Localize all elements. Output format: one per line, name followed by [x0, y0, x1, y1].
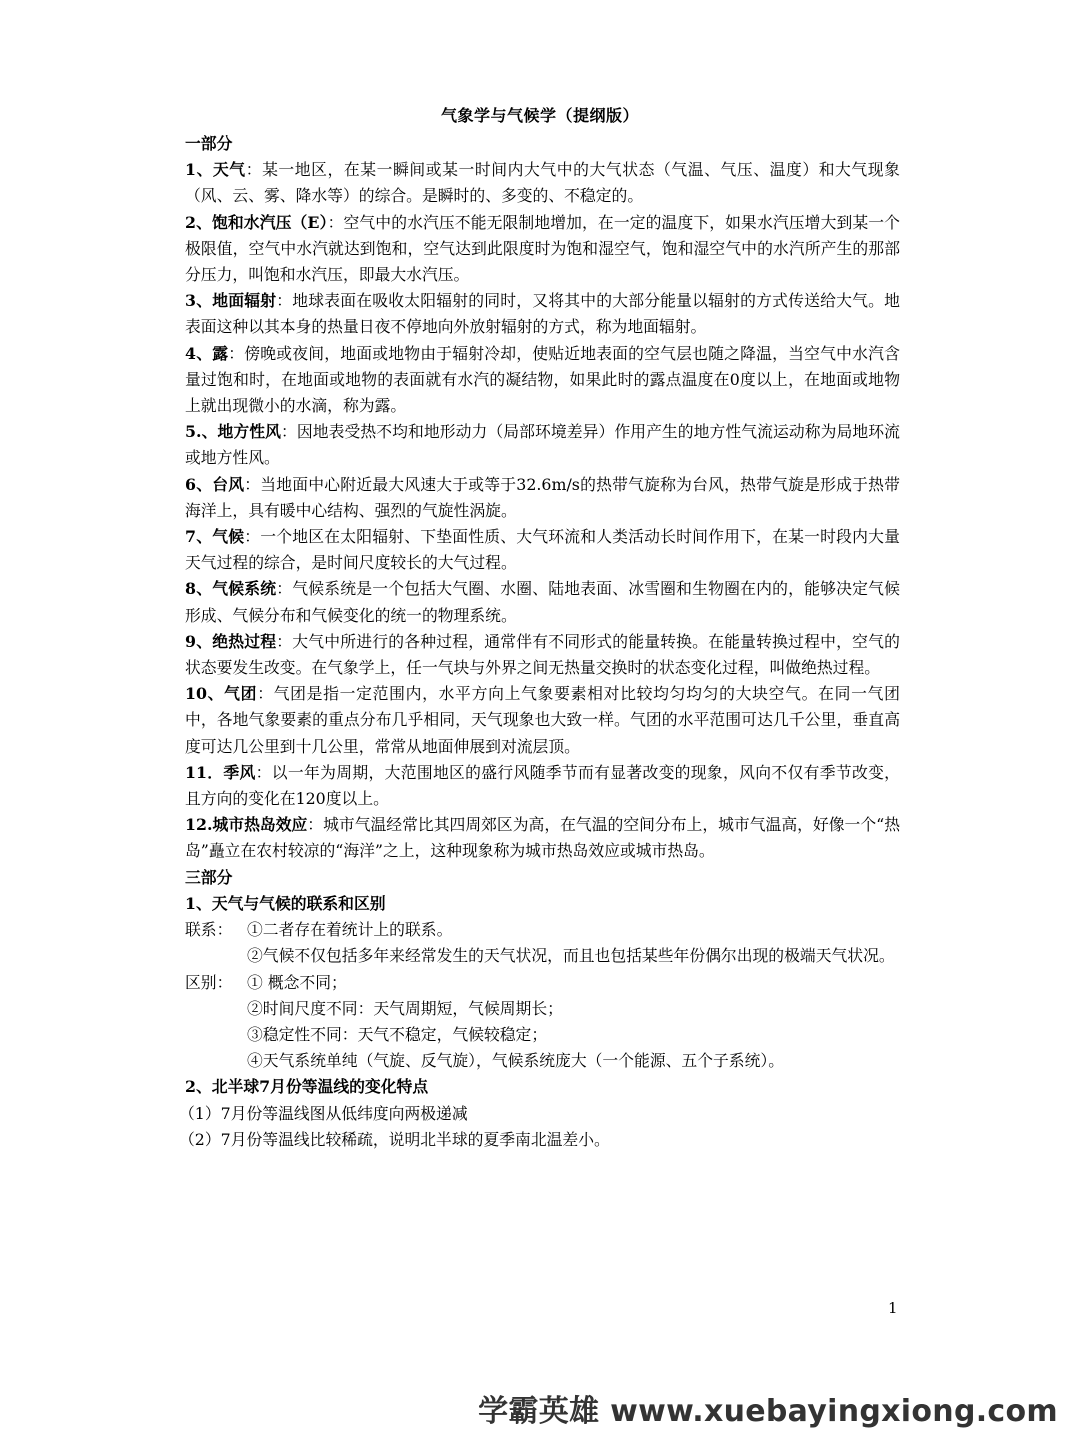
definition-text: 因地表受热不均和地形动力（局部环境差异）作用产生的地方性气流运动称为局地环流或地方性风。 — [185, 422, 900, 468]
definition-item — [185, 341, 900, 420]
question-heading-1: 1、天气与气候的联系和区别 — [185, 893, 386, 913]
definition-separator: ： — [276, 579, 293, 599]
question-heading-2: 2、北半球7月份等温线的变化特点 — [185, 1077, 429, 1097]
definition-separator: ： — [276, 291, 293, 311]
definition-separator: ： — [244, 474, 261, 494]
definition-text: 空气中的水汽压不能无限制地增加，在一定的温度下，如果水汽压增大到某一个极限值，空气中水汽就达到饱和，空气达到此限度时为饱和湿空气，饱和湿空气中的水汽所产生的那部分压力，叫饱和水汽压，即最大水汽压。 — [185, 212, 900, 285]
link-label: 联系： — [185, 920, 233, 940]
definition-text: 气团是指一定范围内，水平方向上气象要素相对比较均匀均匀的大块空气。在同一气团中，各地气象要素的重点分布几乎相同，天气现象也大致一样。气团的水平范围可达几千公里，垂直高度可达几公里到十几公里，常常从地面伸展到对流层顶。 — [185, 684, 900, 756]
definition-text: 当地面中心附近最大风速大于或等于32.6m/s的热带气旋称为台风，热带气旋是形成于热带海洋上，具有暖中心结构、强烈的气旋性涡旋。 — [185, 474, 900, 520]
definition-item — [185, 472, 900, 524]
diff-item: ②时间尺度不同：天气周期短，气候周期长； — [247, 998, 563, 1018]
definition-term: 7、气候 — [185, 527, 245, 547]
definition-text: 傍晚或夜间，地面或地物由于辐射冷却，使贴近地表面的空气层也随之降温，当空气中水汽含量过饱和时，在地面或地物的表面就有水汽的凝结物，如果此时的露点温度在0度以上，在地面或地物上就出现微小的水滴，称为露。 — [185, 343, 900, 416]
definition-term: 8、气候系统 — [185, 579, 277, 599]
definition-separator: ： — [245, 160, 263, 180]
definition-separator: ： — [307, 815, 324, 835]
definition-term: 12.城市热岛效应 — [185, 815, 308, 835]
definition-text: 地球表面在吸收太阳辐射的同时，又将其中的大部分能量以辐射的方式传送给大气。地表面这种以其本身的热量日夜不停地向外放射辐射的方式，称为地面辐射。 — [185, 291, 900, 337]
definition-list — [185, 157, 900, 864]
definition-text: 大气中所进行的各种过程，通常伴有不同形式的能量转换。在能量转换过程中，空气的状态要发生改变。在气象学上，任一气块与外界之间无热量交换时的状态变化过程，叫做绝热过程。 — [185, 631, 900, 678]
definition-term: 2、饱和水汽压（E） — [185, 212, 328, 232]
definition-term: 10、气团 — [185, 684, 258, 704]
definition-item — [185, 629, 900, 681]
document-body — [179, 131, 901, 1153]
definition-item — [185, 681, 900, 760]
definition-text: 某一地区，在某一瞬间或某一时间内大气中的大气状态（气温、气压、温度）和大气现象（风、云、雾、降水等）的综合。是瞬时的、多变的、不稳定的。 — [185, 160, 900, 206]
definition-item — [185, 576, 900, 628]
definition-term: 11．季风 — [185, 762, 256, 782]
definition-item — [185, 812, 900, 864]
link-item: ①二者存在着统计上的联系。 — [247, 920, 453, 940]
definition-term: 1、天气 — [185, 160, 246, 180]
definition-text: 气候系统是一个包括大气圈、水圈、陆地表面、冰雪圈和生物圈在内的，能够决定气候形成、气候分布和气候变化的统一的物理系统。 — [185, 579, 900, 625]
definition-term: 5.、地方性风 — [185, 422, 281, 442]
list-item: （2）7月份等温线比较稀疏，说明北半球的夏季南北温差小。 — [179, 1129, 610, 1149]
definition-term: 3、地面辐射 — [185, 291, 277, 311]
definition-item — [185, 760, 900, 812]
definition-term: 4、露 — [185, 343, 229, 363]
definition-separator: ： — [257, 684, 274, 704]
document-title: 气象学与气候学（提纲版） — [440, 106, 639, 125]
definition-item — [185, 157, 900, 209]
definition-separator: ： — [228, 343, 245, 363]
diff-item: ③稳定性不同：天气不稳定，气候较稳定； — [247, 1024, 548, 1044]
definition-term: 6、台风 — [185, 474, 245, 494]
section-heading-3: 三部分 — [185, 867, 233, 887]
link-item: ②气候不仅包括多年来经常发生的天气状况，而且也包括某些年份偶尔出现的极端天气状况。 — [247, 946, 895, 966]
definition-separator: ： — [244, 527, 261, 547]
list-item: （1）7月份等温线图从低纬度向两极递减 — [179, 1103, 468, 1123]
definition-text: 一个地区在太阳辐射、下垫面性质、大气环流和人类活动长时间作用下，在某一时段内大量天气过程的综合，是时间尺度较长的大气过程。 — [185, 527, 900, 573]
section-heading-1: 一部分 — [185, 134, 233, 153]
definition-separator: ： — [255, 762, 272, 782]
definition-separator: ： — [276, 631, 293, 651]
definition-item — [185, 210, 900, 289]
page-number: 1 — [888, 1299, 898, 1317]
diff-label: 区别： — [185, 972, 233, 992]
definition-item — [185, 419, 900, 471]
diff-row — [185, 970, 900, 996]
definition-text: 以一年为周期，大范围地区的盛行风随季节而有显著改变的现象，风向不仅有季节改变，且方向的变化在120度以上。 — [185, 762, 900, 809]
diff-item: ① 概念不同； — [247, 972, 347, 992]
definition-item — [185, 524, 900, 576]
definition-item — [185, 288, 900, 340]
site-watermark: 学霸英雄 www.xuebayingxiong.com — [478, 1394, 1058, 1429]
definition-term: 9、绝热过程 — [185, 631, 277, 651]
diff-item: ④天气系统单纯（气旋、反气旋），气候系统庞大（一个能源、五个子系统）。 — [247, 1051, 785, 1071]
definition-separator: ： — [280, 422, 297, 442]
link-row — [185, 917, 900, 943]
definition-separator: ： — [327, 212, 344, 232]
definition-text: 城市气温经常比其四周郊区为高，在气温的空间分布上，城市气温高，好像一个“热岛”矗立在农村较凉的“海洋”之上，这种现象称为城市热岛效应或城市热岛。 — [185, 815, 901, 861]
